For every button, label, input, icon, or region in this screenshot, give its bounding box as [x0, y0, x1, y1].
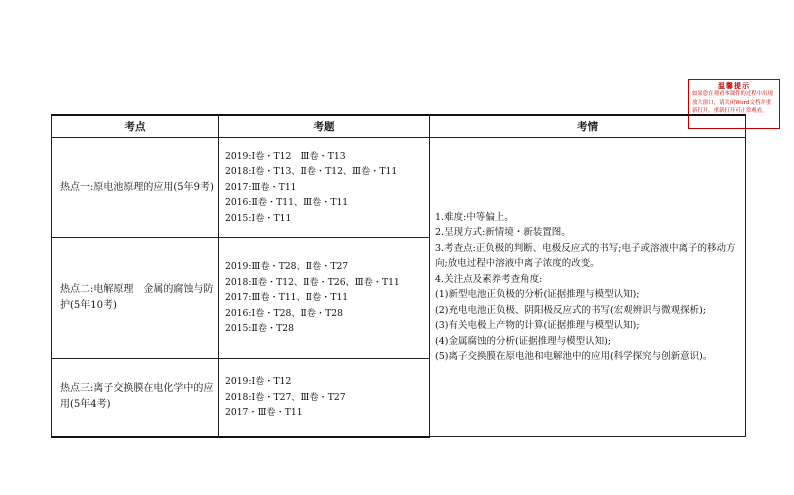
topic-line: 2018:Ⅰ卷・T13、Ⅱ卷・T12、Ⅲ卷・T11 — [225, 166, 398, 178]
analysis-line: 1.难度:中等偏上。 — [435, 211, 514, 223]
topic-line: 2018:Ⅰ卷・T27、Ⅲ卷・T27 — [225, 391, 346, 403]
topic-line: 2018:Ⅱ卷・T12、Ⅱ卷・T26、Ⅲ卷・T11 — [225, 276, 400, 288]
analysis-cell — [430, 138, 746, 437]
analysis-line: (2)充电电池正负极、阴阳极反应式的书写(宏观辨识与微观探析); — [435, 304, 707, 316]
analysis-line: (4)金属腐蚀的分析(证据推理与模型认知); — [435, 335, 612, 347]
table-row — [52, 138, 746, 238]
topics-cell — [219, 238, 430, 359]
topic-line: 2019:Ⅰ卷・T12 Ⅲ卷・T13 — [225, 150, 346, 162]
tip-title: 温馨提示 — [718, 81, 750, 90]
topic-line: 2019:Ⅰ卷・T12 — [225, 376, 292, 387]
topic-line: 2017・Ⅲ卷・T11 — [225, 407, 303, 418]
header-topics: 考题 — [219, 115, 430, 138]
topic-line: 2016:Ⅱ卷・T11、Ⅲ卷・T11 — [225, 197, 349, 209]
topic-line: 2015:Ⅱ卷・T28 — [225, 323, 294, 335]
topic-line: 2017:Ⅲ卷・T11 — [225, 181, 297, 193]
analysis-line: (5)离子交换膜在原电池和电解池中的应用(科学探究与创新意识)。 — [435, 351, 713, 362]
point-cell: 热点二:电解原理 金属的腐蚀与防护(5年10考) — [52, 238, 219, 359]
exam-analysis-table — [51, 114, 746, 438]
table-header-row — [52, 115, 746, 138]
topic-line: 2015:Ⅰ卷・T11 — [225, 212, 292, 224]
topics-cell — [219, 359, 430, 437]
topics-cell — [219, 138, 430, 238]
topic-line: 2016:Ⅰ卷・T28、Ⅱ卷・T28 — [225, 307, 343, 319]
analysis-line: (1)新型电池正负极的分析(证据推理与模型认知); — [435, 289, 640, 300]
header-point: 考点 — [52, 115, 219, 138]
analysis-line: 3.考查点:正负极的判断、电极反应式的书写;电子或溶液中离子的移动方向;放电过程中溶液中离子浓度的改变。 — [435, 242, 736, 269]
tip-body: 如果您在观看本课件的过程中出现放大窗口，请关闭Word文档并重新打开，重新打开可正常观看。 — [692, 91, 773, 114]
topic-line: 2019:Ⅲ卷・T28、Ⅱ卷・T27 — [225, 261, 349, 273]
topic-line: 2017:Ⅲ卷・T11、Ⅱ卷・T11 — [225, 292, 349, 304]
analysis-line: 4.关注点及素养考查角度: — [435, 273, 543, 285]
point-cell: 热点一:原电池原理的应用(5年9考) — [52, 138, 219, 238]
point-cell: 热点三:离子交换膜在电化学中的应用(5年4考) — [52, 359, 219, 437]
header-analysis: 考情 — [430, 115, 746, 138]
analysis-line: 2.呈现方式:新情境・新装置图。 — [435, 227, 571, 238]
analysis-line: (3)有关电极上产物的计算(证据推理与模型认知); — [435, 320, 640, 331]
